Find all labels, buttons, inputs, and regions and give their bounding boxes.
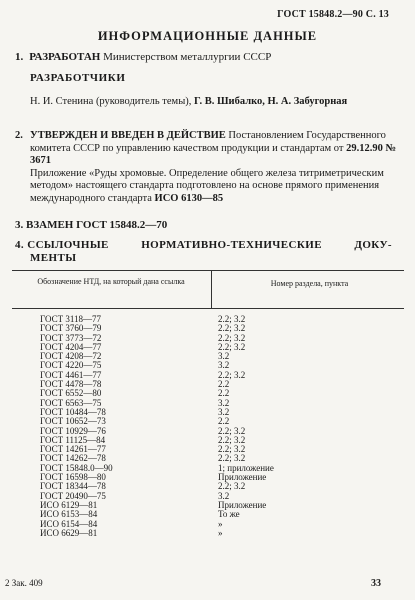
section-1-heading xyxy=(15,51,271,63)
cell-designation: ГОСТ 4461—77 xyxy=(40,369,102,380)
cell-section: То же xyxy=(218,509,240,520)
developer-1-note: (руководитель темы), xyxy=(95,96,192,107)
cell-section: 3.2 xyxy=(218,351,230,362)
cell-section: Приложение xyxy=(218,499,267,510)
section-2-number: 2. xyxy=(15,130,23,141)
section-4-word1: ССЫЛОЧНЫЕ xyxy=(27,239,109,251)
cell-designation: ГОСТ 16598—80 xyxy=(40,472,106,483)
section-2-date: 29.12.90 № 3671 xyxy=(30,142,397,166)
column-header-section: Номер раздела, пункта xyxy=(270,279,349,288)
cell-designation: ГОСТ 10929—76 xyxy=(40,425,106,436)
cell-designation: ГОСТ 10484—78 xyxy=(40,406,106,417)
section-2-iso: ИСО 6130—85 xyxy=(154,192,224,204)
cell-section: 2.2; 3.2 xyxy=(218,369,246,380)
section-1-title: РАЗРАБОТАН xyxy=(29,51,101,63)
cell-designation: ГОСТ 14261—77 xyxy=(40,444,106,455)
cell-section: 2.2; 3.2 xyxy=(218,314,246,324)
section-3-number: 3. xyxy=(15,219,24,231)
cell-section: Приложение xyxy=(218,472,267,483)
cell-section: 2.2; 3.2 xyxy=(218,444,246,455)
column-divider xyxy=(211,271,212,308)
cell-section: 2.2; 3.2 xyxy=(218,332,246,343)
cell-section: » xyxy=(218,518,223,529)
section-2 xyxy=(15,130,407,205)
cell-section: » xyxy=(218,527,223,538)
cell-designation: ИСО 6153—84 xyxy=(40,509,98,520)
section-1-subtitle: РАЗРАБОТЧИКИ xyxy=(30,72,126,84)
cell-designation: ИСО 6129—81 xyxy=(40,499,98,510)
column-header-designation: Обозначение НТД, на который дана ссылка xyxy=(37,277,185,286)
cell-designation: ГОСТ 11125—84 xyxy=(40,434,106,445)
cell-section: 3.2 xyxy=(218,397,230,408)
section-3-text: ВЗАМЕН ГОСТ 15848.2—70 xyxy=(26,219,168,231)
cell-designation: ГОСТ 4478—78 xyxy=(40,379,102,390)
cell-designation: ГОСТ 3118—77 xyxy=(40,314,102,324)
cell-section: 3.2 xyxy=(218,490,230,501)
page-header: ГОСТ 15848.2—90 С. 13 xyxy=(277,9,389,20)
developer-2: Г. В. Шибалко, Н. А. Забугорная xyxy=(194,96,348,107)
table-body xyxy=(12,315,404,538)
section-4-word2: НОРМАТИВНО-ТЕХНИЧЕСКИЕ xyxy=(141,239,322,251)
cell-designation: ГОСТ 3760—79 xyxy=(40,323,102,334)
footer-order-number: 2 Зак. 409 xyxy=(5,578,43,588)
section-4-number: 4. xyxy=(15,239,25,251)
section-2-body-a: Постановлением Государственного комитета СССР по управлению качеством продукции и стандартам от xyxy=(30,130,386,154)
section-3 xyxy=(15,219,167,231)
cell-section: 2.2; 3.2 xyxy=(218,341,246,352)
cell-designation: ГОСТ 3773—72 xyxy=(40,332,102,343)
cell-section: 3.2 xyxy=(218,360,230,371)
page-number: 33 xyxy=(371,578,381,589)
table-header xyxy=(12,270,404,309)
section-1-developers xyxy=(30,95,400,108)
cell-designation: ГОСТ 14262—78 xyxy=(40,453,106,464)
reference-table xyxy=(12,270,404,538)
cell-section: 2.2 xyxy=(218,379,230,390)
cell-designation: ИСО 6629—81 xyxy=(40,527,98,538)
section-4-line2: МЕНТЫ xyxy=(30,252,77,264)
cell-designation: ГОСТ 4204—77 xyxy=(40,341,102,352)
cell-designation: ГОСТ 4220—75 xyxy=(40,360,102,371)
cell-section: 2.2; 3.2 xyxy=(218,434,246,445)
cell-section: 2.2 xyxy=(218,388,230,399)
table-row xyxy=(12,529,404,538)
section-1-number: 1. xyxy=(15,51,24,63)
cell-section: 1; приложение xyxy=(218,462,274,473)
cell-designation: ГОСТ 4208—72 xyxy=(40,351,102,362)
cell-designation: ГОСТ 20490—75 xyxy=(40,490,106,501)
cell-designation: ГОСТ 6563—75 xyxy=(40,397,102,408)
cell-designation: ГОСТ 10652—73 xyxy=(40,416,106,427)
section-2-title: УТВЕРЖДЕН И ВВЕДЕН В ДЕЙСТВИЕ xyxy=(30,130,226,141)
cell-designation: ИСО 6154—84 xyxy=(40,518,98,529)
section-4-word3: ДОКУ- xyxy=(354,239,392,251)
developer-1: Н. И. Стенина xyxy=(30,96,94,107)
cell-section: 2.2; 3.2 xyxy=(218,453,246,464)
cell-section: 2.2 xyxy=(218,416,230,427)
section-2-body-b: Приложение «Руды хромовые. Определение общего железа титриметрическим методом» настоящего стандарта подготовлено на основе прямого применения международного стандарта xyxy=(30,167,384,204)
section-1-body: Министерством металлургии СССР xyxy=(103,51,272,63)
section-4-heading xyxy=(15,239,407,265)
cell-designation: ГОСТ 18344—78 xyxy=(40,481,106,492)
cell-section: 3.2 xyxy=(218,406,230,417)
cell-designation: ГОСТ 15848.0—90 xyxy=(40,462,113,473)
cell-section: 2.2; 3.2 xyxy=(218,481,246,492)
cell-designation: ГОСТ 6552—80 xyxy=(40,388,102,399)
cell-section: 2.2; 3.2 xyxy=(218,425,246,436)
page-title: ИНФОРМАЦИОННЫЕ ДАННЫЕ xyxy=(97,29,318,43)
cell-section: 2.2; 3.2 xyxy=(218,323,246,334)
